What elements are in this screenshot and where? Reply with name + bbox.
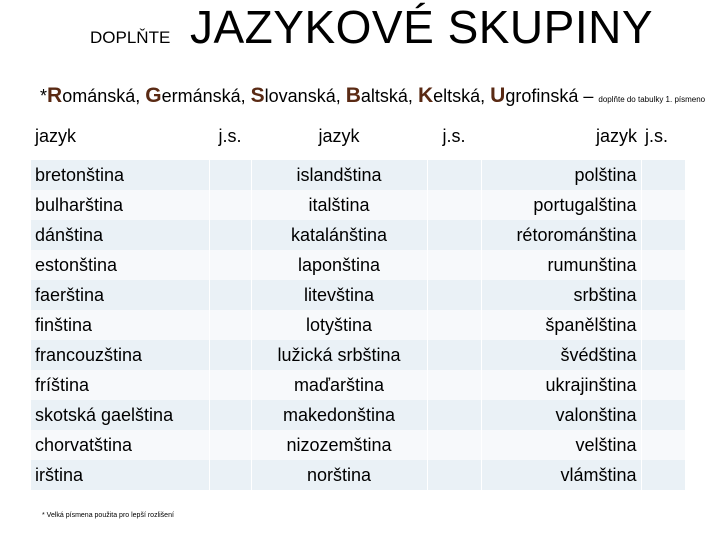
language-cell: maďarština xyxy=(251,370,427,400)
language-cell: irština xyxy=(31,460,209,490)
language-cell: estonština xyxy=(31,250,209,280)
js-input-cell[interactable] xyxy=(427,370,481,400)
language-cell: lotyština xyxy=(251,310,427,340)
language-cell: rumunština xyxy=(481,250,641,280)
js-input-cell[interactable] xyxy=(641,310,685,340)
js-input-cell[interactable] xyxy=(209,460,251,490)
group-initial: G xyxy=(145,84,162,107)
js-input-cell[interactable] xyxy=(427,340,481,370)
language-cell: rétorománština xyxy=(481,220,641,250)
header-js-1: j.s. xyxy=(218,126,242,146)
table-row xyxy=(31,370,685,400)
language-cell: chorvatština xyxy=(31,430,209,460)
js-input-cell[interactable] xyxy=(209,160,251,190)
header-js-2: j.s. xyxy=(442,126,466,146)
js-input-cell[interactable] xyxy=(641,340,685,370)
language-cell: švédština xyxy=(481,340,641,370)
footnote: * Velká písmena použita pro lepší rozlišení xyxy=(42,512,174,519)
header-js-3: j.s. xyxy=(645,126,669,146)
group-separator: – xyxy=(578,86,599,106)
js-input-cell[interactable] xyxy=(209,370,251,400)
table-row xyxy=(31,310,685,340)
group-rest: ománská xyxy=(62,86,136,106)
js-input-cell[interactable] xyxy=(641,400,685,430)
language-cell: litevština xyxy=(251,280,427,310)
table-row xyxy=(31,220,685,250)
group-separator: , xyxy=(407,86,418,106)
table-row xyxy=(31,280,685,310)
js-input-cell[interactable] xyxy=(641,250,685,280)
js-input-cell[interactable] xyxy=(209,220,251,250)
group-initial: U xyxy=(490,84,506,107)
js-input-cell[interactable] xyxy=(427,190,481,220)
group-rest: altská xyxy=(360,86,408,106)
language-cell: skotská gaelština xyxy=(31,400,209,430)
language-cell: dánština xyxy=(31,220,209,250)
language-cell: valonština xyxy=(481,400,641,430)
language-cell: bulharština xyxy=(31,190,209,220)
doplnte-label: DOPLŇTE xyxy=(90,28,171,47)
table-row xyxy=(31,160,685,190)
js-input-cell[interactable] xyxy=(209,430,251,460)
language-cell: portugalština xyxy=(481,190,641,220)
group-separator: , xyxy=(240,86,251,106)
language-cell: laponština xyxy=(251,250,427,280)
language-cell: katalánština xyxy=(251,220,427,250)
group-initial: K xyxy=(417,84,434,107)
table-row xyxy=(31,190,685,220)
js-input-cell[interactable] xyxy=(427,400,481,430)
language-table xyxy=(31,124,686,490)
page-title: JAZYKOVÉ SKUPINY xyxy=(190,1,654,53)
language-cell: velština xyxy=(481,430,641,460)
js-input-cell[interactable] xyxy=(209,190,251,220)
group-rest: grofinská xyxy=(505,86,579,106)
js-input-cell[interactable] xyxy=(641,430,685,460)
group-separator: , xyxy=(480,86,491,106)
js-input-cell[interactable] xyxy=(209,250,251,280)
group-rest: eltská xyxy=(433,86,481,106)
subtitle-note: doplňte do tabulky 1. písmeno xyxy=(598,95,706,104)
language-cell: islandština xyxy=(251,160,427,190)
table-row xyxy=(31,340,685,370)
language-cell: vlámština xyxy=(481,460,641,490)
table-row xyxy=(31,250,685,280)
language-cell: lužická srbština xyxy=(251,340,427,370)
js-input-cell[interactable] xyxy=(427,160,481,190)
subtitle xyxy=(40,84,705,108)
language-cell: norština xyxy=(251,460,427,490)
language-cell: italština xyxy=(251,190,427,220)
subtitle-prefix: * xyxy=(40,86,48,106)
js-input-cell[interactable] xyxy=(209,310,251,340)
language-cell: srbština xyxy=(481,280,641,310)
js-input-cell[interactable] xyxy=(209,400,251,430)
group-separator: , xyxy=(135,86,146,106)
js-input-cell[interactable] xyxy=(209,280,251,310)
header-jazyk-1: jazyk xyxy=(35,126,77,146)
group-initial: S xyxy=(250,84,265,107)
language-cell: polština xyxy=(481,160,641,190)
language-cell: nizozemština xyxy=(251,430,427,460)
js-input-cell[interactable] xyxy=(209,340,251,370)
js-input-cell[interactable] xyxy=(641,160,685,190)
group-initial: R xyxy=(47,84,63,107)
js-input-cell[interactable] xyxy=(641,460,685,490)
js-input-cell[interactable] xyxy=(641,280,685,310)
language-cell: faerština xyxy=(31,280,209,310)
language-cell: fríština xyxy=(31,370,209,400)
group-rest: lovanská xyxy=(264,86,336,106)
js-input-cell[interactable] xyxy=(641,190,685,220)
table-row xyxy=(31,460,685,490)
js-input-cell[interactable] xyxy=(427,280,481,310)
group-separator: , xyxy=(335,86,346,106)
language-cell: finština xyxy=(31,310,209,340)
js-input-cell[interactable] xyxy=(427,310,481,340)
js-input-cell[interactable] xyxy=(427,430,481,460)
table-row xyxy=(31,430,685,460)
js-input-cell[interactable] xyxy=(427,250,481,280)
language-cell: bretonština xyxy=(31,160,209,190)
table-row xyxy=(31,400,685,430)
language-cell: francouzština xyxy=(31,340,209,370)
table-header-row xyxy=(31,124,685,160)
js-input-cell[interactable] xyxy=(427,220,481,250)
header-jazyk-3: jazyk xyxy=(595,126,637,146)
js-input-cell[interactable] xyxy=(641,370,685,400)
header-jazyk-2: jazyk xyxy=(318,126,360,146)
js-input-cell[interactable] xyxy=(427,460,481,490)
language-cell: španělština xyxy=(481,310,641,340)
js-input-cell[interactable] xyxy=(641,220,685,250)
group-initial: B xyxy=(345,84,361,107)
language-cell: makedonština xyxy=(251,400,427,430)
group-rest: ermánská xyxy=(161,86,241,106)
language-cell: ukrajinština xyxy=(481,370,641,400)
